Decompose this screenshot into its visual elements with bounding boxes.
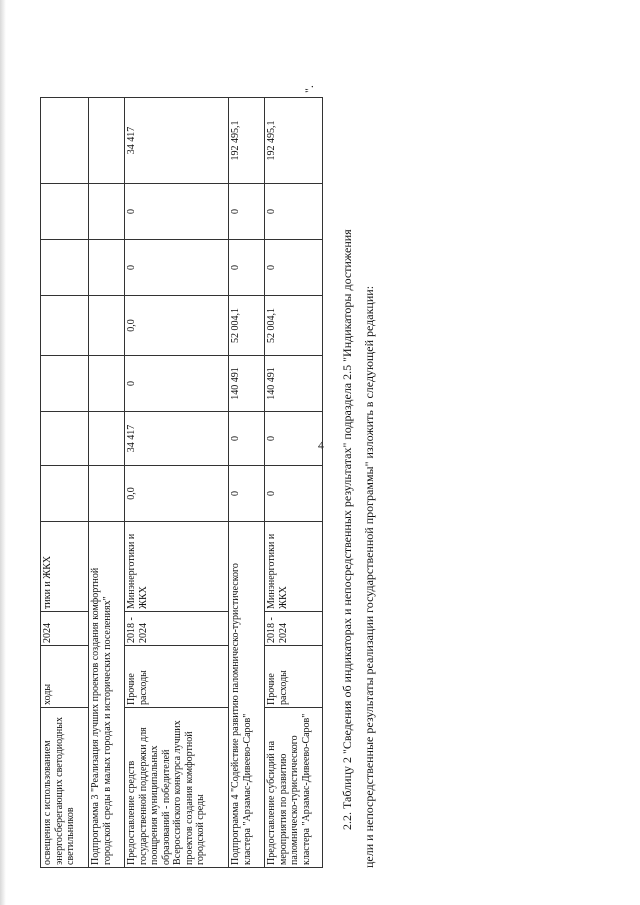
value-cell: 192 495,1 — [265, 98, 323, 184]
value-cell — [41, 184, 89, 240]
page-number: 4 — [318, 438, 324, 452]
measure-name: освещения с использованием энергосберегающих светодиодных светильников — [41, 708, 89, 868]
executor: Минэнерготики и ЖКХ — [265, 522, 323, 612]
scan-edge — [0, 0, 6, 905]
table-row — [41, 98, 89, 868]
table-row — [229, 98, 265, 868]
value-cell — [41, 296, 89, 356]
value-cell — [41, 466, 89, 522]
value-cell: 0 — [265, 240, 323, 296]
value-cell: 0 — [125, 356, 229, 412]
funding-source: Прочие расходы — [265, 646, 323, 708]
value-cell: 192 495,1 — [229, 98, 265, 184]
value-cell: 0,0 — [125, 466, 229, 522]
funding-source: Прочие расходы — [125, 646, 229, 708]
paragraph-line: цели и непосредственные результаты реализации государственной программы" изложить в следующей редакции: — [362, 285, 376, 868]
funding-source: ходы — [41, 646, 89, 708]
value-cell: 0 — [265, 184, 323, 240]
value-cell: 0 — [265, 412, 323, 466]
value-cell: 34 417 — [125, 412, 229, 466]
value-cell: 0 — [229, 412, 265, 466]
value-cell: 0 — [229, 240, 265, 296]
period: 2024 — [41, 612, 89, 646]
amendment-paragraph — [336, 58, 380, 868]
paragraph-line: 2.2. Таблицу 2 "Сведения об индикаторах и непосредственных результатах" подраздела 2.5 "Индикаторы достижения — [340, 229, 354, 830]
value-cell: 140 491 — [265, 356, 323, 412]
subprogram-3-title: Подпрограмма 3 "Реализация лучших проектов создания комфортной городской среды в малых городах и исторических поселениях" — [89, 522, 125, 868]
value-cell: 0,0 — [125, 296, 229, 356]
measure-name: Предоставление средств государственной поддержки для поощрения муниципальных образований - победителей Всероссийского конкурса лучших проектов создания комфортной городской среды — [125, 708, 229, 868]
table-row — [89, 98, 125, 868]
value-cell — [41, 240, 89, 296]
value-cell: 0 — [265, 466, 323, 522]
rotated-page-content — [40, 48, 600, 868]
value-cell: 0 — [125, 184, 229, 240]
closing-quote: ". — [302, 85, 316, 93]
value-cell — [41, 356, 89, 412]
value-cell: 52 004,1 — [229, 296, 265, 356]
executor: Минэнерготики и ЖКХ — [125, 522, 229, 612]
value-cell: 0 — [125, 240, 229, 296]
value-cell: 52 004,1 — [265, 296, 323, 356]
value-cell: 140 491 — [229, 356, 265, 412]
subprogram-4-title: Подпрограмма 4 "Содействие развитию паломническо-туристического кластера "Арзамас-Дивеево-Саров" — [229, 522, 265, 868]
period: 2018 - 2024 — [265, 612, 323, 646]
value-cell: 34 417 — [125, 98, 229, 184]
value-cell — [41, 98, 89, 184]
value-cell: 0 — [229, 466, 265, 522]
table-row — [125, 98, 229, 868]
value-cell — [41, 412, 89, 466]
table-row — [265, 98, 323, 868]
executor: тики и ЖКХ — [41, 522, 89, 612]
measure-name: Предоставление субсидий на мероприятия по развитию паломническо-туристического кластера "Арзамас-Дивеево-Саров" — [265, 708, 323, 868]
budget-table — [40, 97, 323, 868]
value-cell: 0 — [229, 184, 265, 240]
period: 2018 - 2024 — [125, 612, 229, 646]
